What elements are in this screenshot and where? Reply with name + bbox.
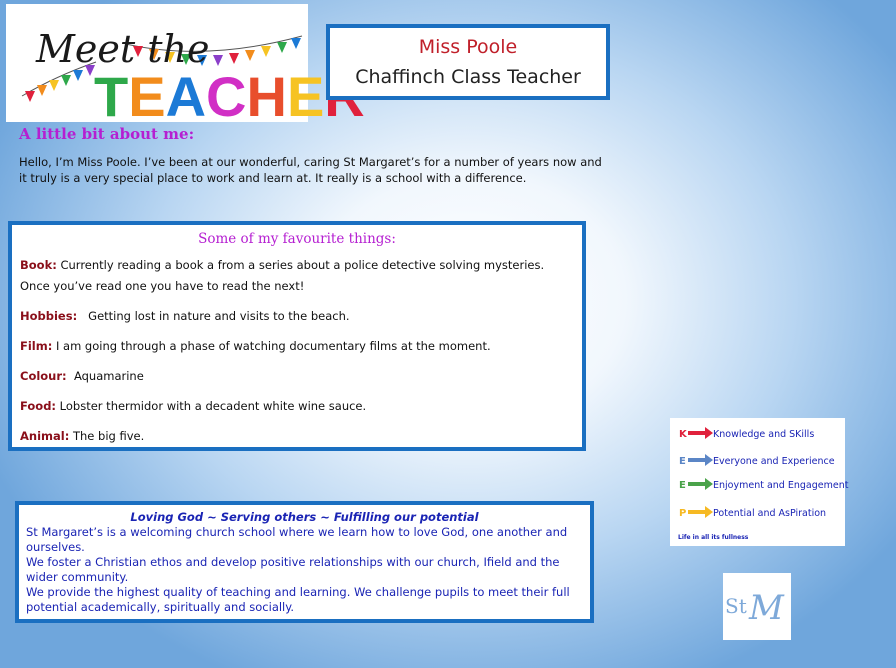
bunting-flag [37, 85, 47, 96]
about-paragraph: Hello, I’m Miss Poole. I’ve been at our wonderful, caring St Margaret’s for a number of years now and it truly is a very special place to work and learn at. It really is a school with a difference. [19, 155, 602, 185]
favourite-animal [20, 426, 565, 447]
keep-row-knowledge [670, 426, 845, 444]
keep-letter: E [679, 456, 686, 467]
bunting-flag [73, 70, 83, 81]
motto-line: We provide the highest quality of teaching and learning. We challenge pupils to meet their full potential academically, spiritually and socially. [26, 585, 570, 614]
bunting-flag [245, 50, 255, 61]
meet-the-teacher-logo [6, 4, 325, 128]
keep-letter: K [679, 429, 687, 440]
bunting-flag [229, 53, 239, 64]
favourite-label: Animal: [20, 429, 70, 443]
keep-row-potential [670, 505, 845, 523]
favourite-label: Colour: [20, 369, 67, 383]
bunting-flag [49, 80, 59, 91]
logo-meet-the-text: Meet the [36, 27, 210, 71]
favourite-value: Lobster thermidor with a decadent white wine sauce. [56, 399, 367, 413]
about-heading: A little bit about me: [19, 125, 195, 143]
favourite-value: Getting lost in nature and visits to the beach. [77, 309, 350, 323]
logo-teacher-letter: C [206, 65, 247, 128]
favourite-label: Food: [20, 399, 57, 413]
blue-arrow-icon [688, 453, 714, 467]
keep-row-enjoyment [670, 477, 849, 495]
favourite-value: Currently reading a book a from a series about a police detective solving mysteries. Once you’ve read one you have to read the next! [20, 258, 545, 293]
bunting-flag [25, 91, 35, 102]
motto-line: We foster a Christian ethos and develop positive relationships with our church, Ifield and the wider community. [26, 555, 560, 584]
logo-teacher-letter: T [94, 65, 129, 128]
teacher-role: Chaffinch Class Teacher [355, 66, 581, 88]
keep-row-everyone [670, 453, 845, 471]
teacher-name: Miss Poole [418, 36, 518, 58]
teacher-name-card [326, 24, 610, 100]
favourites-heading: Some of my favourite things: [198, 231, 396, 247]
logo-teacher-text [94, 65, 365, 128]
favourite-hobbies [20, 306, 565, 327]
keep-text: Potential and AsPiration [713, 508, 827, 519]
keep-letter: E [679, 480, 686, 491]
bunting-flag [291, 38, 301, 49]
yellow-arrow-icon [688, 505, 714, 519]
favourite-label: Book: [20, 258, 57, 272]
keep-text: Everyone and Experience [713, 456, 835, 467]
bunting-flag [61, 75, 71, 86]
favourite-label: Hobbies: [20, 309, 78, 323]
school-motto-card [15, 501, 594, 623]
favourite-value: I am going through a phase of watching documentary films at the moment. [52, 339, 491, 353]
logo-teacher-letter: H [246, 65, 287, 128]
logo-teacher-letter: E [128, 65, 166, 128]
keep-text: Knowledge and SKills [713, 429, 815, 440]
st-margarets-logo [723, 573, 791, 640]
favourite-value: The big five. [69, 429, 145, 443]
favourite-label: Film: [20, 339, 53, 353]
logo-teacher-letter: E [286, 65, 325, 128]
logo-st-text: St [725, 594, 747, 618]
favourites-card [8, 221, 586, 451]
bunting-flag [261, 46, 271, 57]
bunting-flag [277, 42, 287, 53]
logo-teacher-letter: A [165, 65, 207, 128]
favourite-food [20, 396, 565, 417]
favourite-book [20, 255, 565, 297]
keep-values-panel [670, 418, 849, 546]
favourite-film [20, 336, 565, 357]
motto-line: St Margaret’s is a welcoming church school where we learn how to love God, one another and ourselves. [26, 525, 568, 554]
favourite-value: Aquamarine [66, 369, 144, 383]
keep-footer: Life in all its fullness [678, 534, 749, 541]
keep-letter: P [679, 508, 687, 519]
favourite-colour [20, 366, 565, 387]
keep-text: Enjoyment and Engagement [713, 480, 849, 491]
green-arrow-icon [688, 477, 714, 491]
red-arrow-icon [688, 426, 714, 440]
logo-m-text: M [749, 588, 784, 628]
motto-title: Loving God ~ Serving others ~ Fulfilling our potential [130, 510, 479, 524]
